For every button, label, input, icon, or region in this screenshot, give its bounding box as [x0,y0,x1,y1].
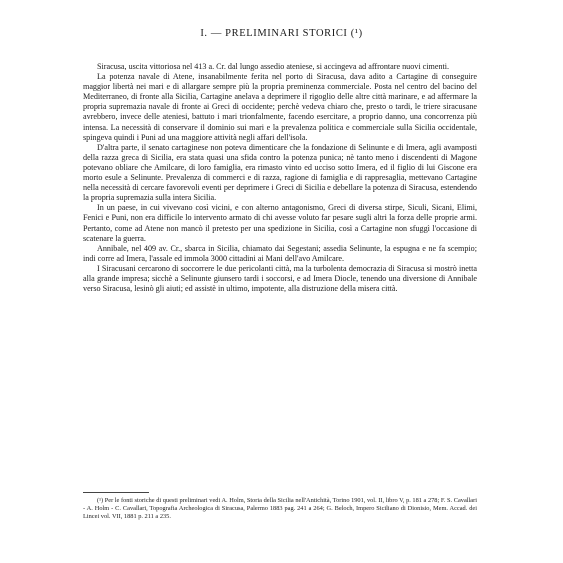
chapter-title: I. — PRELIMINARI STORICI (¹) [200,28,363,39]
paragraph: D'altra parte, il senato cartaginese non poteva dimenticare che la fondazione di Selinunte e di Imera, agli avamposti della razza greca di Sicilia, era stata quasi una sfida contro la potenza punica; nè tanto meno i discendenti di Magone potevano obliare che Amilcare, di loro famiglia, era rimasto vinto ed ucciso sotto Imera, ed il figlio di lui Giscone era morto esule a Selinunte. Prevalenza di commerci e di razza, ragione di famiglia e di rappresaglia, mettevano Cartagine nella necessità di cercare favorevoli eventi per deprimere i Greci di Sicilia e debellare la potenza di Siracusa, estendendo la propria supremazia sulla intera Sicilia. [83,142,477,203]
body-text [83,62,477,294]
footnote-text: (¹) Per le fonti storiche di questi preliminari vedi A. Holm, Storia della Sicilia nell'Antichità, Torino 1901, vol. II, libro V, p. 181 a 278; F. S. Cavallari - A. Holm - C. Cavallari, Topografia Archeologica di Siracusa, Palermo 1883 pag. 241 a 264; G. Beloch, Impero Siciliano di Dionisio, Mem. Accad. dei Lincei vol. VII, 1881 p. 211 a 235. [83,497,477,521]
paragraph: Siracusa, uscita vittoriosa nel 413 a. Cr. dal lungo assedio ateniese, si accingeva ad affrontare nuovi cimenti. [97,62,450,71]
paragraph: Annibale, nel 409 av. Cr., sbarca in Sicilia, chiamato dai Segestani; assedia Selinunte, la espugna e ne fa scempio; indi corre ad Imera, l'assale ed immola 3000 cittadini ai Mani dell'avo Amilcare. [83,243,477,263]
footnote-separator [83,492,149,493]
paragraph: La potenza navale di Atene, insanabilmente ferita nel porto di Siracusa, dava adito a Cartagine di conseguire maggior libertà nei mari e di allargare sempre più la propria preminenza commerciale. Posta nel centro del bacino del Mediterraneo, di fronte alla Sicilia, Cartagine anelava a deprimere il rigoglio delle altre città marinare, e ad affermare la propria supremazia navale di fronte ai Greci di occidente; perchè vedeva chiaro che, presto o tardi, le triere siracusane avrebbero, invece delle ateniesi, battuto i mari trionfalmente, facendo esercitare, a proprio danno, una concorrenza più intensa. La necessità di conservare il dominio sui mari e la prevalenza politica e commerciale sulla Sicilia occidentale, spingeva quindi i Puni ad una maggiore attività negli affari dell'isola. [83,72,477,142]
footnote [83,497,477,521]
paragraph: In un paese, in cui vivevano così vicini, e con alterno antagonismo, Greci di diversa stirpe, Siculi, Sicani, Elimi, Fenici e Puni, non era difficile lo intervento armato di chi avesse voluto far pesare sugli altri la forza delle proprie armi. Pertanto, come ad Atene non mancò il pretesto per una spedizione in Sicilia, così a Cartagine non sfuggì l'occasione di scatenare la guerra. [83,203,477,243]
paragraph: I Siracusani cercarono di soccorrere le due pericolanti città, ma la turbolenta democrazia di Siracusa si mostrò inetta alla grande impresa; sicchè a Selinunte giunsero tardi i soccorsi, e ad Imera Diocle, tenendo una diversione di Annibale verso Siracusa, lesinò gli aiuti; ed assistè in ultimo, impotente, alla distruzione della misera città. [83,263,477,294]
